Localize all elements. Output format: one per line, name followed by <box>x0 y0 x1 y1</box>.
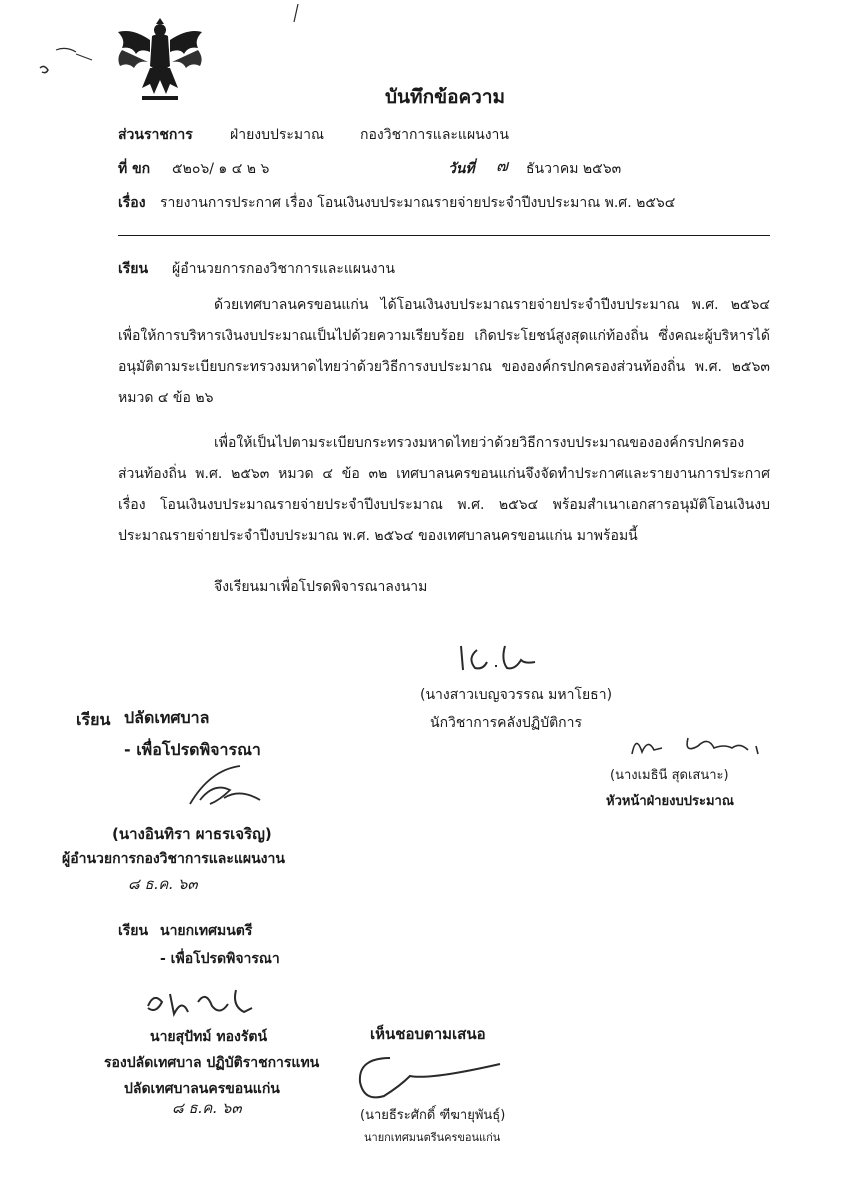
date-label: วันที่ <box>448 161 475 177</box>
signature-teerasak-icon <box>350 1046 510 1106</box>
endorse1-date: ๘ ธ.ค. ๖๓ <box>128 875 198 893</box>
signer2-name: (นางเมธินี สุดเสนาะ) <box>610 768 729 783</box>
endorse1-to-value: ปลัดเทศบาล <box>124 708 210 727</box>
signature-supat-icon <box>140 982 260 1022</box>
pen-mark-icon <box>290 2 302 24</box>
endorse2-to-value: นายกเทศมนตรี <box>160 923 253 939</box>
subject-label: เรื่อง <box>118 195 146 211</box>
garuda-emblem-icon <box>112 18 208 104</box>
approval-position: นายกเทศมนตรีนครขอนแก่น <box>364 1131 501 1144</box>
endorse2-position2: ปลัดเทศบาลนครขอนแก่น <box>124 1081 280 1097</box>
approval-note: เห็นชอบตามเสนอ <box>370 1025 486 1043</box>
margin-mark-icon <box>36 40 96 80</box>
department-unit: ฝ่ายงบประมาณ <box>230 127 324 143</box>
department-label: ส่วนราชการ <box>118 127 193 143</box>
closing-line: จึงเรียนมาเพื่อโปรดพิจารณาลงนาม <box>214 579 428 595</box>
endorse2-name: นายสุปัทม์ ทองรัตน์ <box>150 1029 268 1045</box>
endorse2-date: ๘ ธ.ค. ๖๓ <box>172 1099 242 1117</box>
signature-methinee-icon <box>628 728 768 760</box>
addressee-label: เรียน <box>118 261 149 277</box>
signer2-position: หัวหน้าฝ่ายงบประมาณ <box>606 794 734 809</box>
body-paragraph-2: เพื่อให้เป็นไปตามระเบียบกระทรวงมหาดไทยว่าด้วยวิธีการงบประมาณขององค์กรปกครองส่วนท้องถิ่น พ.ศ. ๒๕๖๓ หมวด ๔ ข้อ ๓๒ เทศบาลนครขอนแก่นจึงจัดทำประกาศและรายงานการประกาศ เรื่อง โอนเงินงบประมาณรายจ่ายประจำปีงบประมาณ พ.ศ. ๒๕๖๔ พร้อมสำเนาเอกสารอนุมัติโอนเงินงบประมาณรายจ่ายประจำปีงบประมาณ พ.ศ. ๒๕๖๔ ของเทศบาลนครขอนแก่น มาพร้อมนี้ <box>118 435 770 544</box>
endorse1-position: ผู้อำนวยการกองวิชาการและแผนงาน <box>62 851 285 867</box>
endorse2-note: - เพื่อโปรดพิจารณา <box>160 951 280 967</box>
endorse2-position1: รองปลัดเทศบาล ปฏิบัติราชการแทน <box>104 1055 320 1071</box>
endorse2-to-label: เรียน <box>118 923 149 939</box>
approval-name: (นายธีระศักดิ์ ฑีฆายุพันธุ์) <box>360 1108 506 1123</box>
endorse1-to-label: เรียน <box>76 710 111 729</box>
reference-label: ที่ ขก <box>118 161 151 177</box>
signature-benjawan-icon <box>455 640 555 676</box>
addressee-text: ผู้อำนวยการกองวิชาการและแผนงาน <box>172 261 395 277</box>
signer1-position: นักวิชาการคลังปฏิบัติการ <box>430 715 583 731</box>
header-divider <box>118 235 770 236</box>
reference-number: ๕๒๐๖/ ๑ ๔ ๒ ๖ <box>172 161 270 177</box>
date-day: ๗ <box>496 156 509 175</box>
endorse1-name: (นางอินทิรา ผาธรเจริญ) <box>112 825 272 843</box>
subject-text: รายงานการประกาศ เรื่อง โอนเงินงบประมาณรายจ่ายประจำปีงบประมาณ พ.ศ. ๒๕๖๔ <box>160 195 676 211</box>
department-division: กองวิชาการและแผนงาน <box>360 127 509 143</box>
signer1-name: (นางสาวเบญจวรรณ มหาโยธา) <box>420 687 613 703</box>
document-title: บันทึกข้อความ <box>385 86 506 108</box>
body-paragraph-1: ด้วยเทศบาลนครขอนแก่น ได้โอนเงินงบประมาณรายจ่ายประจำปีงบประมาณ พ.ศ. ๒๕๖๔ เพื่อให้การบริหารเงินงบประมาณเป็นไปด้วยความเรียบร้อย เกิดประโยชน์สูงสุดแก่ท้องถิ่น ซึ่งคณะผู้บริหารได้อนุมัติตามระเบียบกระทรวงมหาดไทยว่าด้วยวิธีการงบประมาณ ขององค์กรปกครองส่วนท้องถิ่น พ.ศ. ๒๕๖๓ หมวด ๔ ข้อ ๒๖ <box>118 297 770 406</box>
signature-inthira-icon <box>180 760 270 810</box>
endorse1-note: - เพื่อโปรดพิจารณา <box>124 740 261 759</box>
date-month-year: ธันวาคม ๒๕๖๓ <box>526 161 622 177</box>
